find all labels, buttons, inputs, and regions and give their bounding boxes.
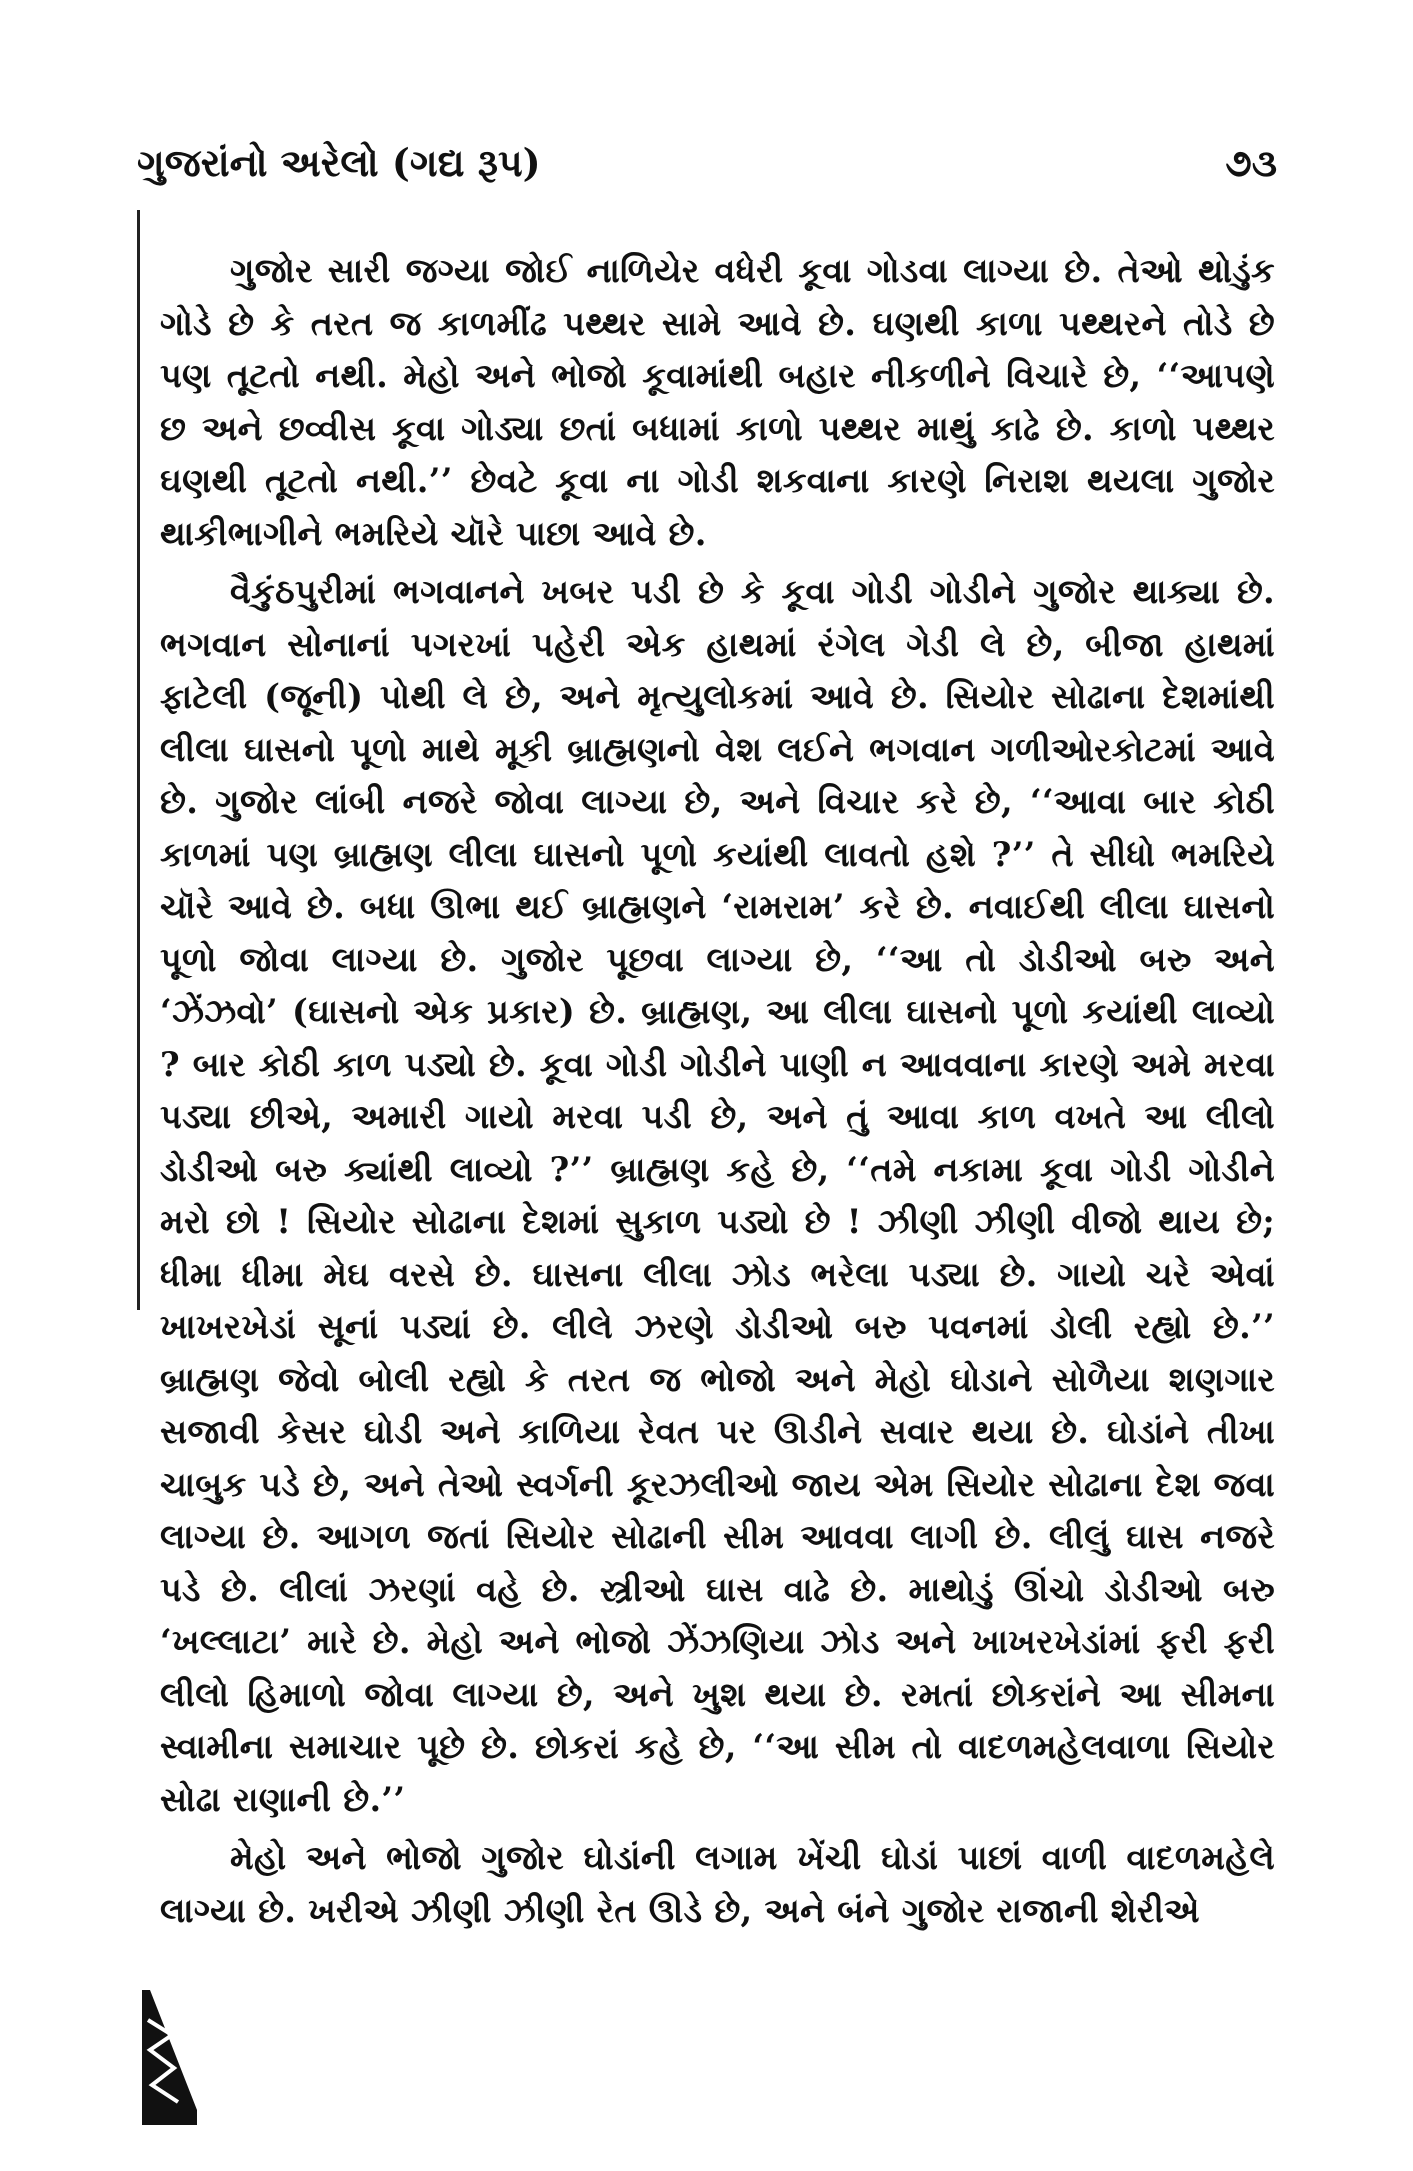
- page-number: ૭૩: [1225, 140, 1277, 185]
- scan-edge-mark: [142, 1990, 202, 2125]
- body-text: [160, 245, 1275, 1943]
- paragraph: ગુજોર સારી જગ્યા જોઈ નાળિયેર વધેરી કૂવા ગોડવા લાગ્યા છે. તેઓ થોડુંક ગોડે છે કે તરત જ કાળમીંઢ પથ્થર સામે આવે છે. ઘણથી કાળા પથ્થરને તોડે છે પણ તૂટતો નથી. મેહો અને ભોજો કૂવામાંથી બહાર નીકળીને વિચારે છે, ‘‘આપણે છ અને છવ્વીસ કૂવા ગોડ્યા છતાં બધામાં કાળો પથ્થર માથું કાઢે છે. કાળો પથ્થર ઘણથી તૂટતો નથી.’’ છેવટે કૂવા ના ગોડી શકવાના કારણે નિરાશ થયલા ગુજોર થાકીભાગીને ભમરિયે ચૉરે પાછા આવે છે.: [160, 251, 1275, 553]
- margin-rule: [137, 210, 140, 1310]
- running-header: [137, 140, 1277, 200]
- paragraph: મેહો અને ભોજો ગુજોર ઘોડાંની લગામ ખેંચી ઘોડાં પાછાં વાળી વાદળમહેલે લાગ્યા છે. ખરીએ ઝીણી ઝીણી રેત ઊડે છે, અને બંને ગુજોર રાજાની શેરીએ: [160, 1838, 1275, 1930]
- paragraph: વૈકુંઠપુરીમાં ભગવાનને ખબર પડી છે કે કૂવા ગોડી ગોડીને ગુજોર થાક્યા છે. ભગવાન સોનાનાં પગરખાં પહેરી એક હાથમાં રંગેલ ગેડી લે છે, બીજા હાથમાં ફાટેલી (જૂની) પોથી લે છે, અને મૃત્યુલોકમાં આવે છે. સિયોર સોઢાના દેશમાંથી લીલા ઘાસનો પૂળો માથે મૂકી બ્રાહ્મણનો વેશ લઈને ભગવાન ગળીઓરકોટમાં આવે છે. ગુજોર લાંબી નજરે જોવા લાગ્યા છે, અને વિચાર કરે છે, ‘‘આવા બાર કોઠી કાળમાં પણ બ્રાહ્મણ લીલા ઘાસનો પૂળો કયાંથી લાવતો હશે ?’’ તે સીધો ભમરિયે ચૉરે આવે છે. બધા ઊભા થઈ બ્રાહ્મણને ‘રામરામ’ કરે છે. નવાઈથી લીલા ઘાસનો પૂળો જોવા લાગ્યા છે. ગુજોર પૂછવા લાગ્યા છે, ‘‘આ તો ડોડીઓ બરુ અને ‘ઝેંઝવો’ (ઘાસનો એક પ્રકાર) છે. બ્રાહ્મણ, આ લીલા ઘાસનો પૂળો કયાંથી લાવ્યો ? બાર કોઠી કાળ પડ્યો છે. કૂવા ગોડી ગોડીને પાણી ન આવવાના કારણે અમે મરવા પડ્યા છીએ, અમારી ગાયો મરવા પડી છે, અને તું આવા કાળ વખતે આ લીલો ડોડીઓ બરુ ક્યાંથી લાવ્યો ?’’ બ્રાહ્મણ કહે છે, ‘‘તમે નકામા કૂવા ગોડી ગોડીને મરો છો ! સિયોર સોઢાના દેશમાં સુકાળ પડ્યો છે ! ઝીણી ઝીણી વીજો થાય છે; ધીમા ધીમા મેઘ વરસે છે. ઘાસના લીલા ઝોડ ભરેલા પડ્યા છે. ગાયો ચરે એવાં ખાખરખેડાં સૂનાં પડ્યાં છે. લીલે ઝરણે ડોડીઓ બરુ પવનમાં ડોલી રહ્યો છે.’’ બ્રાહ્મણ જેવો બોલી રહ્યો કે તરત જ ભોજો અને મેહો ઘોડાને સોળૈયા શણગાર સજાવી કેસર ઘોડી અને કાળિયા રેવત પર ઊડીને સવાર થયા છે. ઘોડાંને તીખા ચાબુક પડે છે, અને તેઓ સ્વર્ગની કૂરઝલીઓ જાય એમ સિયોર સોઢાના દેશ જવા લાગ્યા છે. આગળ જતાં સિયોર સોઢાની સીમ આવવા લાગી છે. લીલું ઘાસ નજરે પડે છે. લીલાં ઝરણાં વહે છે. સ્ત્રીઓ ઘાસ વાઢે છે. માથોડું ઊંચો ડોડીઓ બરુ ‘ખલ્લાટા’ મારે છે. મેહો અને ભોજો ઝેંઝણિયા ઝોડ અને ખાખરખેડાંમાં ફરી ફરી લીલો હિમાળો જોવા લાગ્યા છે, અને ખુશ થયા છે. રમતાં છોકરાંને આ સીમના સ્વામીના સમાચાર પૂછે છે. છોકરાં કહે છે, ‘‘આ સીમ તો વાદળમહેલવાળા સિયોર સોઢા રાણાની છે.’’: [160, 572, 1275, 1819]
- chapter-title: ગુજરાંનો અરેલો (ગદ્ય રૂપ): [137, 140, 541, 185]
